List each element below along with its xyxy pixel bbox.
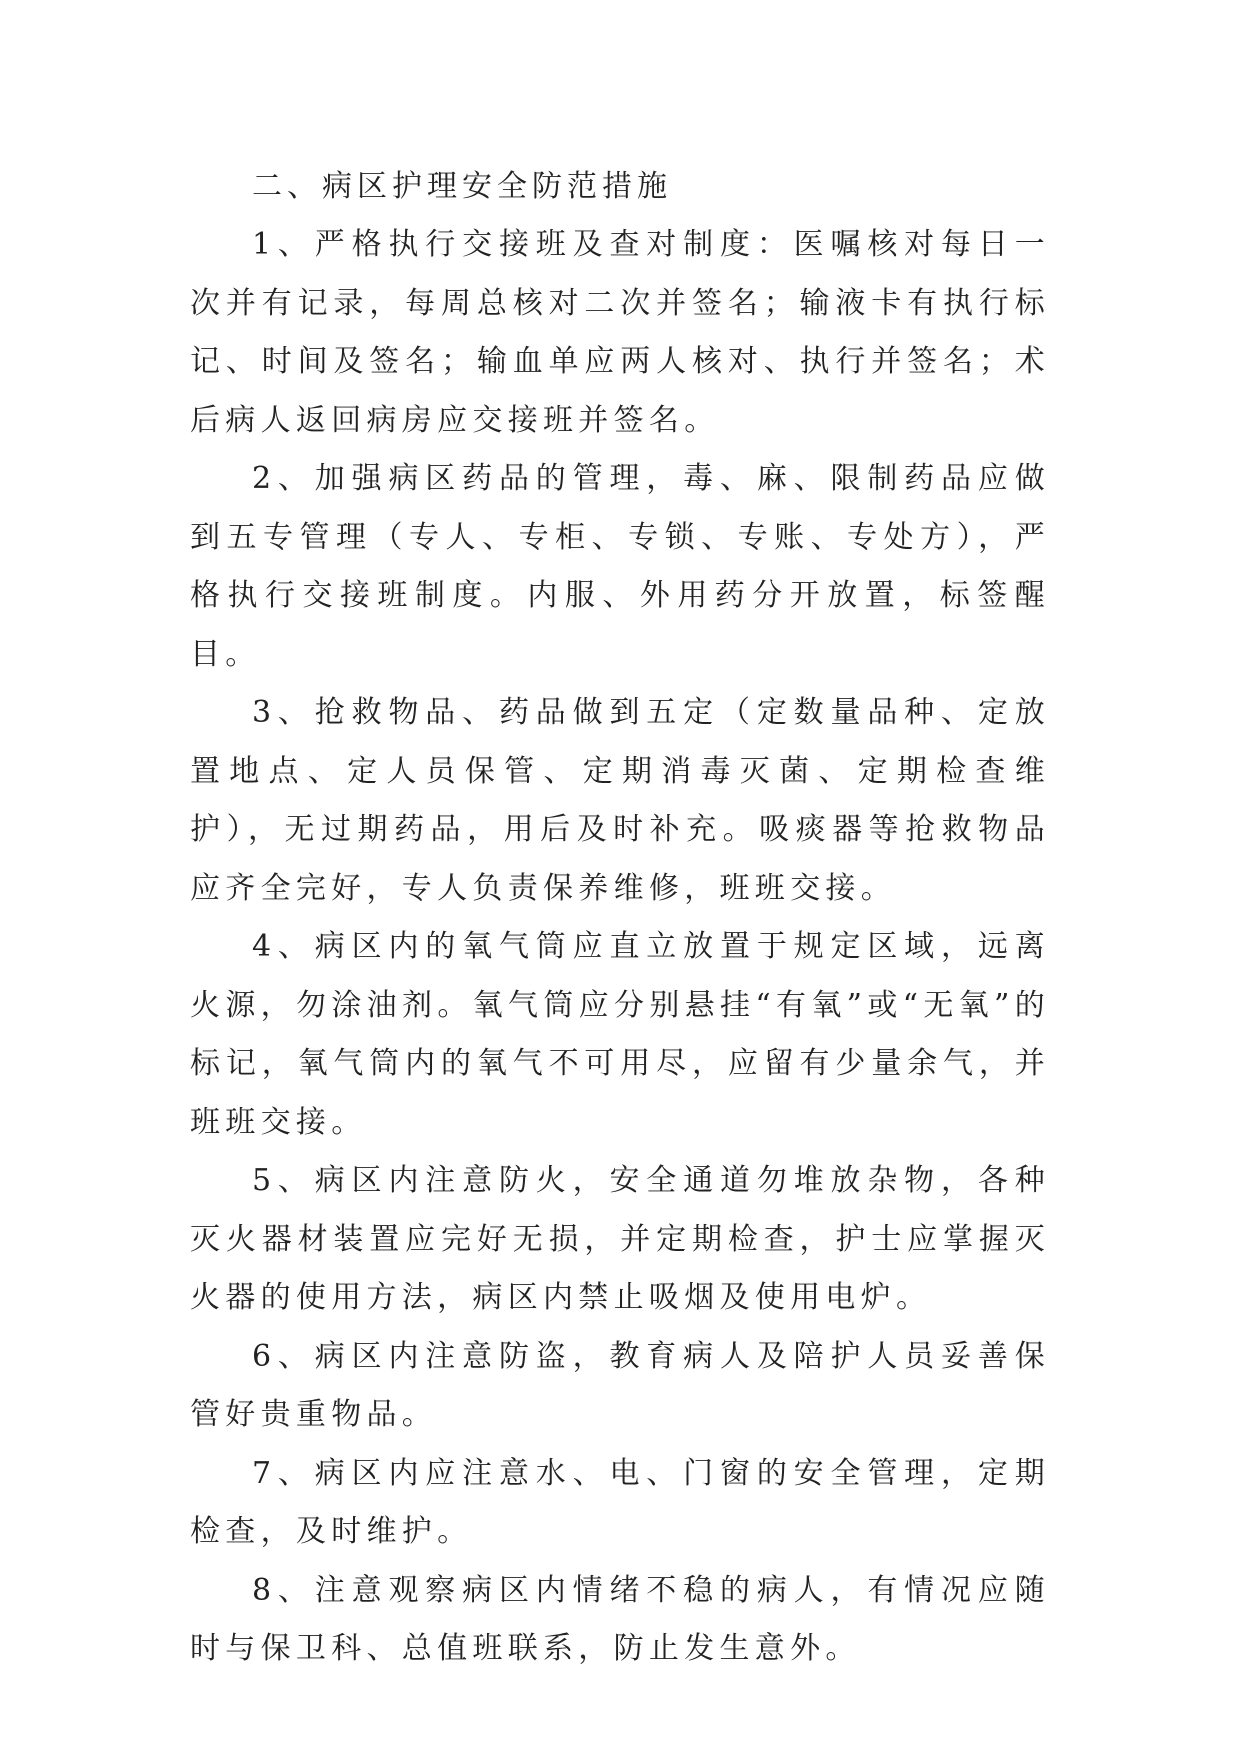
paragraph-6: 6、病区内注意防盗，教育病人及陪护人员妥善保管好贵重物品。 xyxy=(190,1338,1050,1432)
paragraph-4: 4、病区内的氧气筒应直立放置于规定区域，远离火源，勿涂油剂。氧气筒应分别悬挂“有氧”或“无氧”的标记，氧气筒内的氧气不可用尽，应留有少量余气，并班班交接。 xyxy=(190,929,1050,1140)
paragraph-1: 1、严格执行交接班及查对制度：医嘱核对每日一次并有记录，每周总核对二次并签名；输液卡有执行标记、时间及签名；输血单应两人核对、执行并签名；术后病人返回病房应交接班并签名。 xyxy=(190,227,1050,438)
paragraph-2: 2、加强病区药品的管理，毒、麻、限制药品应做到五专管理（专人、专柜、专锁、专账、专处方），严格执行交接班制度。内服、外用药分开放置，标签醒目。 xyxy=(190,461,1050,672)
paragraph-7: 7、病区内应注意水、电、门窗的安全管理，定期检查，及时维护。 xyxy=(190,1455,1050,1549)
paragraph-5: 5、病区内注意防火，安全通道勿堆放杂物，各种灭火器材装置应完好无损，并定期检查，护士应掌握灭火器的使用方法，病区内禁止吸烟及使用电炉。 xyxy=(190,1163,1050,1315)
document-body xyxy=(190,158,1050,1679)
paragraph-8: 8、注意观察病区内情绪不稳的病人，有情况应随时与保卫科、总值班联系，防止发生意外。 xyxy=(190,1572,1050,1666)
section-heading: 二、病区护理安全防范措施 xyxy=(252,169,672,204)
paragraph-3: 3、抢救物品、药品做到五定（定数量品种、定放置地点、定人员保管、定期消毒灭菌、定期检查维护），无过期药品，用后及时补充。吸痰器等抢救物品应齐全完好，专人负责保养维修，班班交接。 xyxy=(190,695,1050,906)
